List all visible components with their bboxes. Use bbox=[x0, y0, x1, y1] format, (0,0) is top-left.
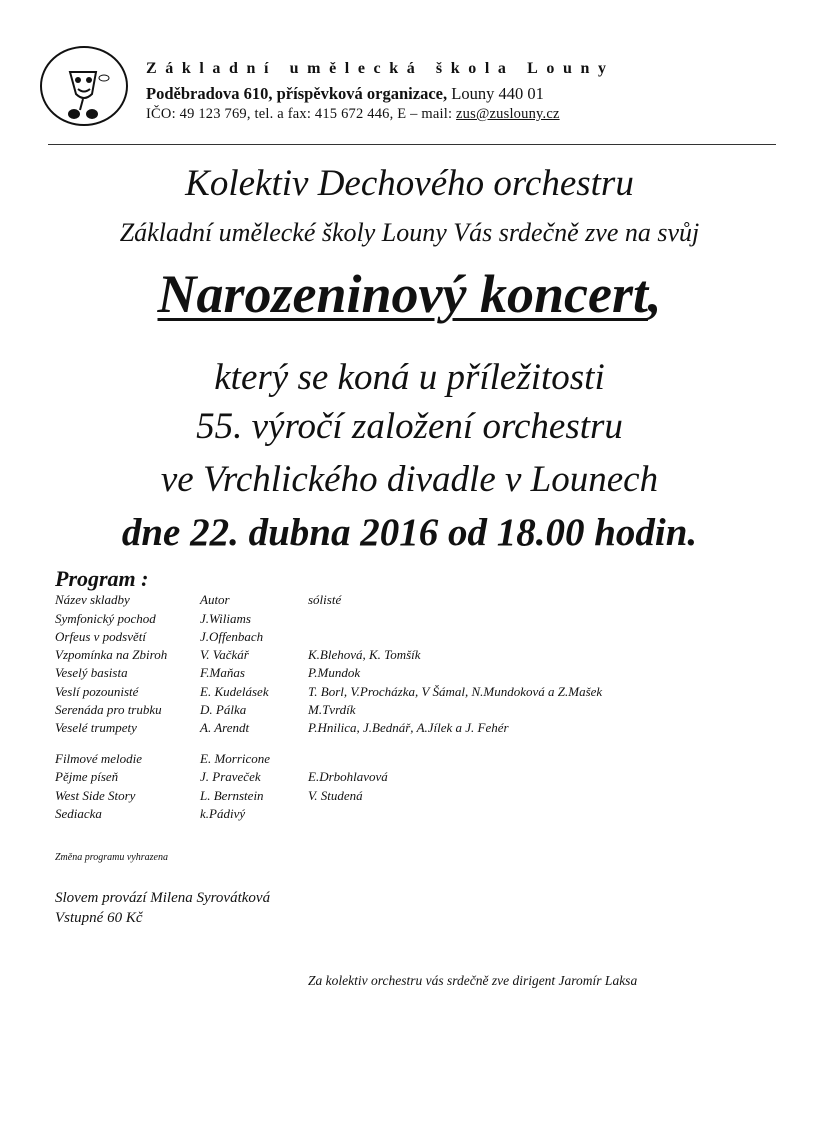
piece-title: Serenáda pro trubku bbox=[55, 702, 162, 717]
piece-title: Sediacka bbox=[55, 805, 102, 821]
program-note: Změna programu vyhrazena bbox=[55, 852, 168, 863]
school-address bbox=[146, 84, 544, 104]
invitation-line-2: Základní umělecké školy Louny Vás srdečně zve na svůj bbox=[119, 218, 700, 247]
address-street: Poděbradova 610, příspěvková organizace, bbox=[146, 84, 448, 103]
concert-date: dne 22. dubna 2016 od 18.00 hodin. bbox=[121, 511, 698, 554]
invitation-line-3: který se koná u příležitosti bbox=[214, 357, 605, 398]
piece-title: Veslí pozounisté bbox=[55, 683, 139, 699]
piece-title: Veselý basista bbox=[55, 665, 128, 681]
piece-soloists: V. Studená bbox=[308, 787, 363, 803]
piece-author: E. Morricone bbox=[200, 751, 271, 766]
address-city: Louny 440 01 bbox=[451, 84, 544, 103]
invitation-line-1: Kolektiv Dechového orchestru bbox=[185, 163, 634, 204]
piece-soloists: P.Mundok bbox=[308, 665, 361, 681]
contact-info: IČO: 49 123 769, tel. a fax: 415 672 446, E – mail: bbox=[146, 106, 457, 122]
piece-title: Veselé trumpety bbox=[55, 720, 137, 736]
piece-soloists: M.Tvrdík bbox=[308, 702, 356, 717]
column-soloists: sólisté bbox=[308, 592, 342, 607]
header-divider bbox=[48, 144, 776, 145]
piece-title: Vzpomínka na Zbiroh bbox=[55, 647, 168, 663]
piece-author: J. Praveček bbox=[200, 769, 261, 785]
school-logo bbox=[38, 44, 130, 128]
entry-fee: Vstupné 60 Kč bbox=[55, 910, 143, 926]
closing-line: Za kolektiv orchestru vás srdečně zve dirigent Jaromír Laksa bbox=[308, 973, 638, 988]
piece-author: k.Pádivý bbox=[200, 805, 246, 821]
invitation-line-5: ve Vrchlického divadle v Lounech bbox=[160, 459, 659, 500]
piece-title: Orfeus v podsvětí bbox=[55, 628, 146, 644]
column-author: Autor bbox=[200, 592, 230, 607]
school-name: Základní umělecká škola Louny bbox=[146, 60, 615, 77]
column-title: Název skladby bbox=[55, 592, 130, 607]
piece-author: A. Arendt bbox=[200, 720, 250, 736]
piece-author: F.Maňas bbox=[200, 665, 245, 681]
email-link[interactable]: zus@zuslouny.cz bbox=[456, 106, 560, 122]
piece-author: J.Offenbach bbox=[200, 628, 264, 644]
piece-author: E. Kudelásek bbox=[200, 683, 269, 699]
piece-author: J.Wiliams bbox=[200, 610, 251, 626]
program-heading: Program : bbox=[55, 566, 149, 591]
concert-title bbox=[0, 263, 819, 325]
piece-title: West Side Story bbox=[55, 787, 136, 803]
piece-title: Symfonický pochod bbox=[55, 610, 156, 626]
school-contact bbox=[146, 106, 560, 123]
host-line: Slovem provází Milena Syrovátková bbox=[55, 890, 271, 906]
piece-soloists: E.Drbohlavová bbox=[308, 769, 388, 785]
piece-author: V. Vačkář bbox=[200, 647, 249, 663]
piece-author: L. Bernstein bbox=[200, 787, 264, 803]
piece-soloists: T. Borl, V.Procházka, V Šámal, N.Mundoková a Z.Mašek bbox=[308, 683, 603, 699]
piece-title: Pějme píseň bbox=[55, 769, 119, 785]
piece-author: D. Pálka bbox=[200, 702, 247, 717]
piece-title: Filmové melodie bbox=[55, 751, 142, 766]
invitation-line-4: 55. výročí založení orchestru bbox=[196, 406, 623, 447]
piece-soloists: K.Blehová, K. Tomšík bbox=[308, 647, 421, 663]
piece-soloists: P.Hnilica, J.Bednář, A.Jílek a J. Fehér bbox=[308, 720, 509, 736]
concert-title-suffix: , bbox=[647, 264, 662, 324]
concert-title-text: Narozeninový koncert bbox=[157, 264, 648, 324]
